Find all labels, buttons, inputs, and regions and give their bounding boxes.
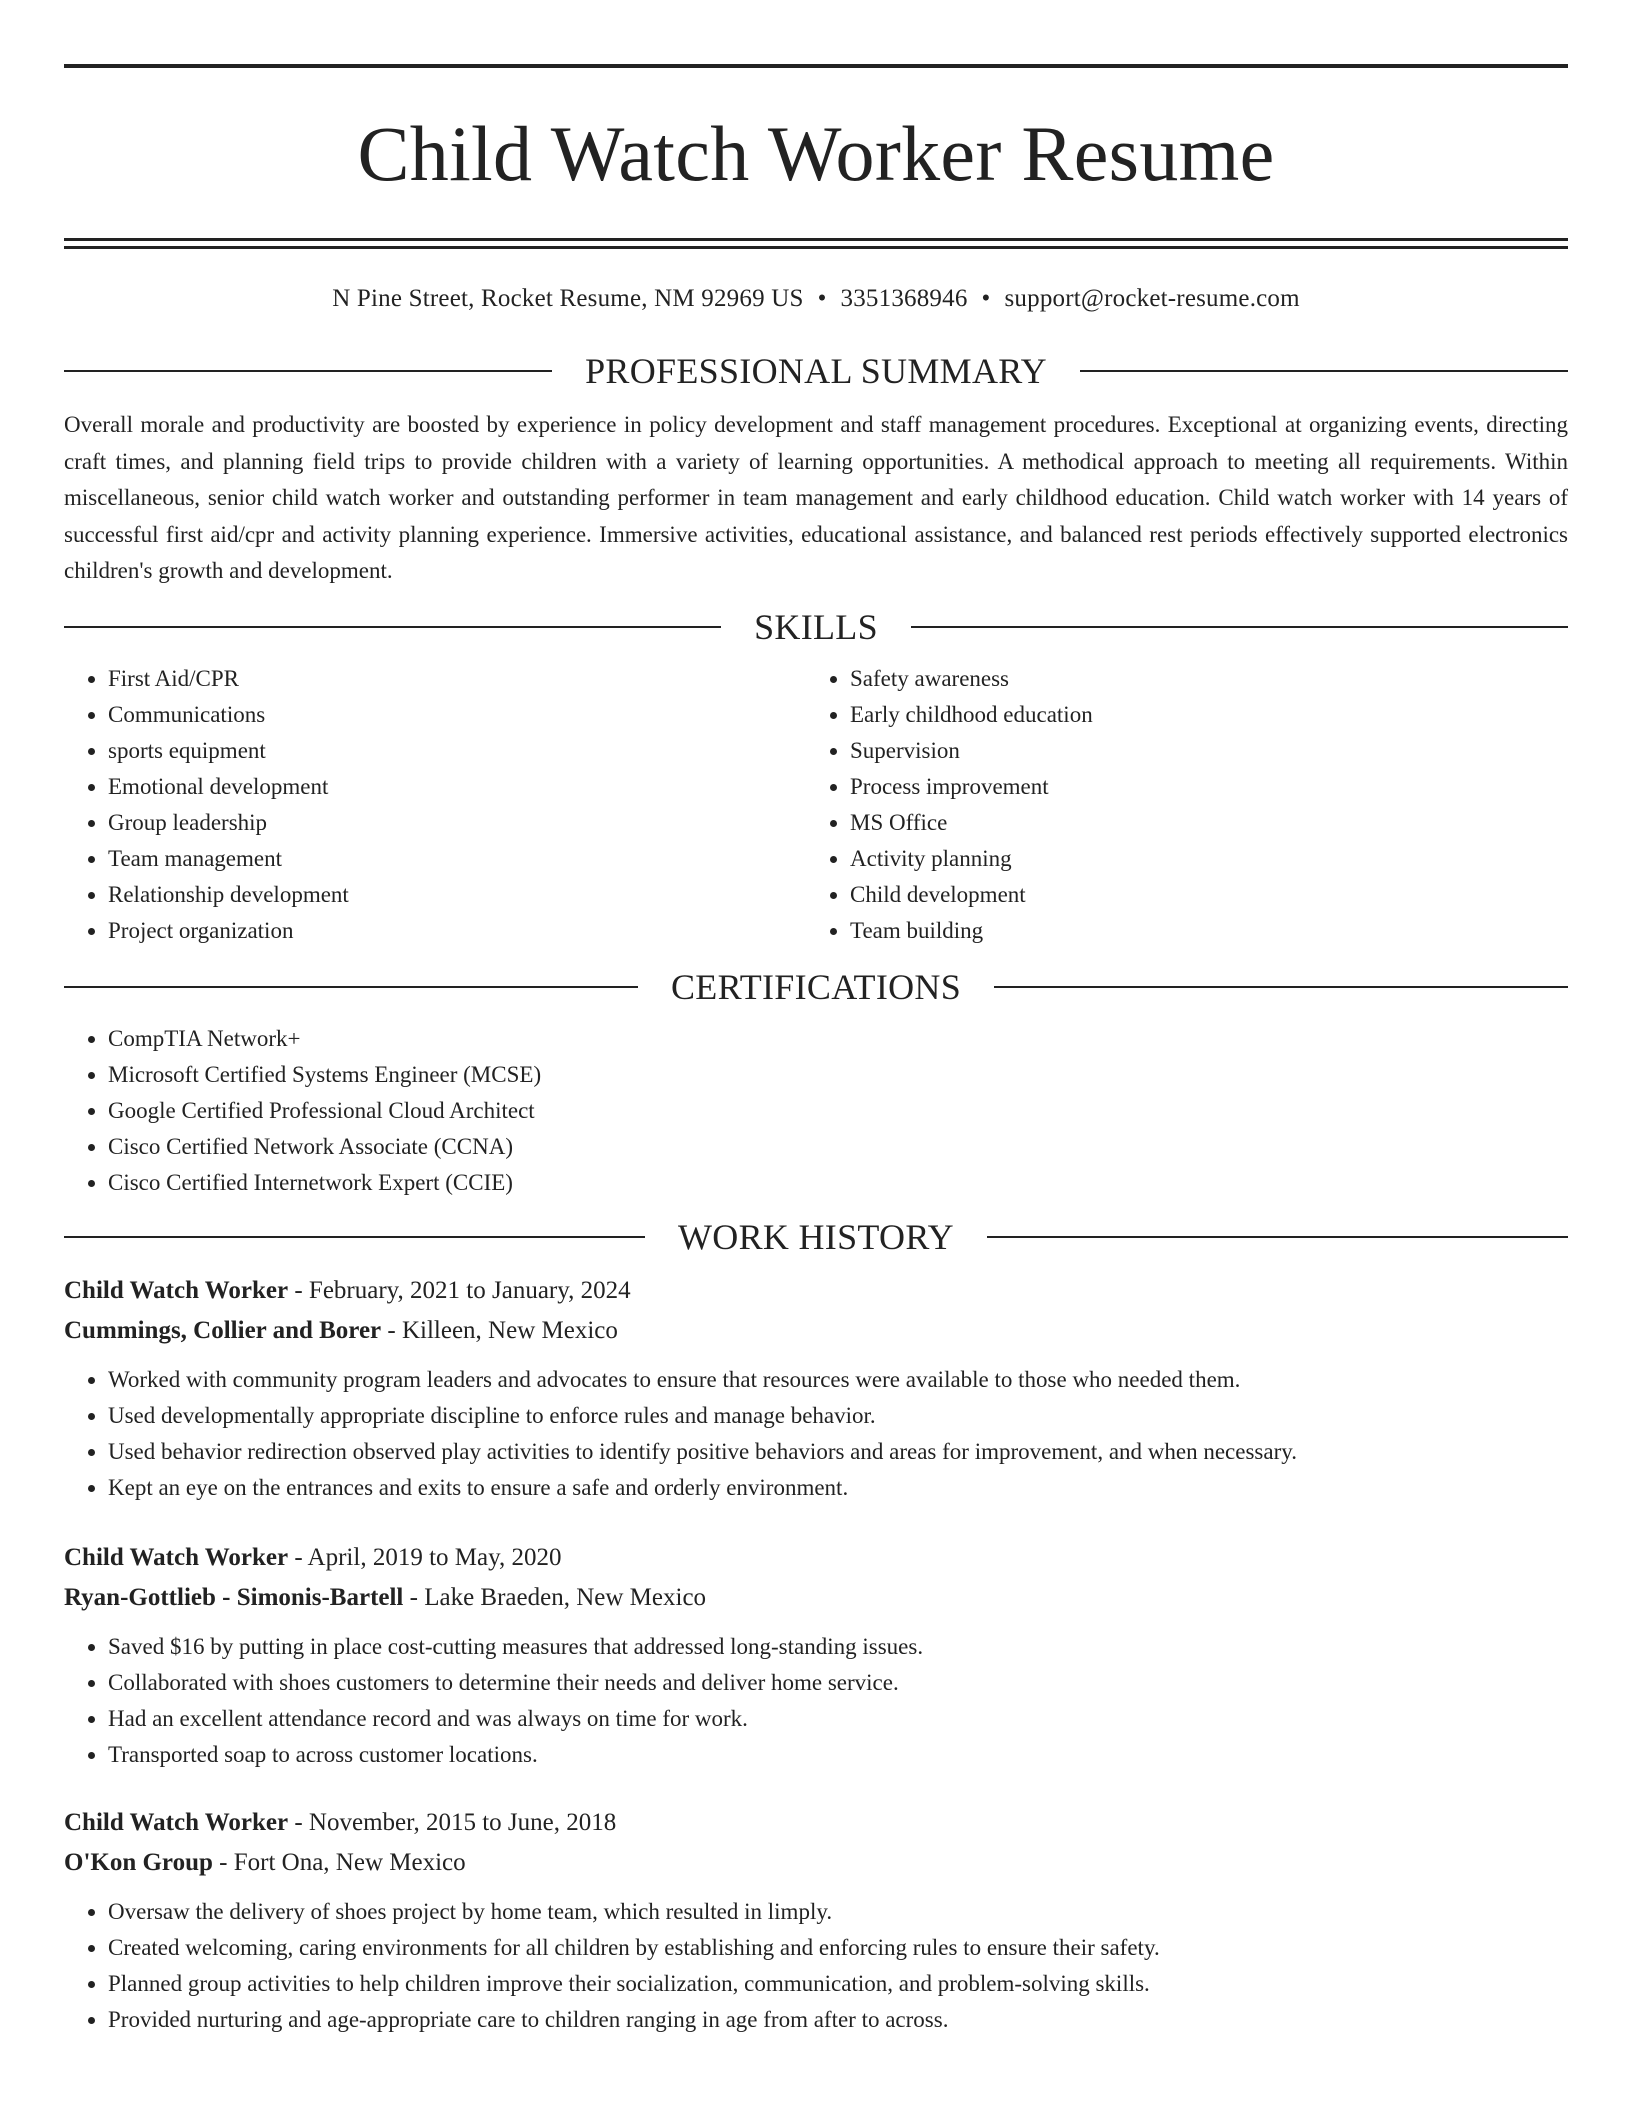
job-bullet: • Worked with community program leaders and advocates to ensure that resources were available to those who needed them.	[108, 1362, 1568, 1398]
summary-text: Overall morale and productivity are boosted by experience in policy development and staff management procedures. Exceptional at organizing events, directing craft times, and planning field trips to provide children with a variety of learning opportunities. A methodical approach to meeting all requirements. Within miscellaneous, senior child watch worker and outstanding performer in team management and early childhood education. Child watch worker with 14 years of successful first aid/cpr and activity planning experience. Immersive activities, educational assistance, and balanced rest periods effectively supported electronics children's growth and development.	[64, 412, 1568, 583]
job-entry	[64, 1803, 1568, 2038]
title-double-rule	[64, 238, 1568, 249]
heading-rule-left	[64, 626, 721, 628]
skill-item: • Child development	[850, 877, 1550, 913]
job-entry	[64, 1538, 1568, 1773]
certification-item: • Cisco Certified Network Associate (CCNA)	[108, 1129, 1568, 1165]
contact-address: N Pine Street, Rocket Resume, NM 92969 US	[332, 285, 804, 312]
job-bullet: • Used developmentally appropriate discipline to enforce rules and manage behavior.	[108, 1398, 1568, 1434]
skills-columns	[64, 661, 1568, 949]
heading-rule-right	[911, 626, 1568, 628]
skill-item: • Team building	[850, 913, 1550, 949]
skill-item: • Communications	[108, 697, 806, 733]
job-location: - Lake Braeden, New Mexico	[403, 1583, 707, 1611]
certifications-list	[64, 1021, 1568, 1201]
job-title: Child Watch Worker	[64, 1543, 289, 1571]
resume-title: Child Watch Worker Resume	[357, 110, 1275, 197]
job-bullet: • Kept an eye on the entrances and exits to ensure a safe and orderly environment.	[108, 1470, 1568, 1506]
skill-item: • Emotional development	[108, 769, 806, 805]
job-bullets	[64, 1894, 1568, 2038]
certifications-heading-label: CERTIFICATIONS	[670, 966, 962, 1007]
contact-separator: •	[981, 285, 991, 312]
skill-item: • Activity planning	[850, 841, 1550, 877]
skill-item: • MS Office	[850, 805, 1550, 841]
skill-item: • First Aid/CPR	[108, 661, 806, 697]
job-title: Child Watch Worker	[64, 1276, 289, 1304]
job-company: Ryan-Gottlieb - Simonis-Bartell	[64, 1583, 404, 1611]
work-section-heading	[64, 1215, 1568, 1259]
contact-line	[64, 283, 1568, 315]
job-bullet: • Planned group activities to help children improve their socialization, communication, and problem-solving skills.	[108, 1966, 1568, 2002]
job-bullet: • Created welcoming, caring environments for all children by establishing and enforcing rules to ensure their safety.	[108, 1930, 1568, 1966]
job-bullet: • Used behavior redirection observed play activities to identify positive behaviors and areas for improvement, and when necessary.	[108, 1434, 1568, 1470]
job-title: Child Watch Worker	[64, 1808, 289, 1836]
job-company: Cummings, Collier and Borer	[64, 1316, 382, 1344]
contact-separator: •	[817, 285, 827, 312]
job-bullet: • Oversaw the delivery of shoes project by home team, which resulted in limply.	[108, 1894, 1568, 1930]
heading-rule-left	[64, 986, 638, 988]
summary-heading-label: PROFESSIONAL SUMMARY	[585, 351, 1047, 391]
job-dates: - February, 2021 to January, 2024	[288, 1276, 631, 1304]
job-company: O'Kon Group	[64, 1848, 213, 1876]
job-location: - Fort Ona, New Mexico	[212, 1848, 466, 1876]
skill-item: • Group leadership	[108, 805, 806, 841]
job-title-line	[64, 1538, 1568, 1578]
job-bullets	[64, 1629, 1568, 1773]
skill-item: • sports equipment	[108, 733, 806, 769]
job-title-line	[64, 1271, 1568, 1311]
job-bullet: • Saved $16 by putting in place cost-cutting measures that addressed long-standing issues.	[108, 1629, 1568, 1665]
skill-item: • Process improvement	[850, 769, 1550, 805]
job-company-line	[64, 1311, 1568, 1351]
job-location: - Killeen, New Mexico	[381, 1316, 618, 1344]
job-bullet: • Provided nurturing and age-appropriate care to children ranging in age from after to across.	[108, 2002, 1568, 2038]
job-bullet: • Collaborated with shoes customers to determine their needs and deliver home service.	[108, 1665, 1568, 1701]
job-entry	[64, 1271, 1568, 1506]
work-heading-label: WORK HISTORY	[678, 1216, 954, 1257]
certification-item: • Microsoft Certified Systems Engineer (MCSE)	[108, 1057, 1568, 1093]
contact-email: support@rocket-resume.com	[1004, 285, 1300, 312]
skills-heading-label: SKILLS	[754, 606, 878, 647]
contact-phone: 3351368946	[840, 285, 968, 312]
job-dates: - November, 2015 to June, 2018	[288, 1808, 617, 1836]
heading-rule-left	[64, 370, 552, 372]
certification-item: • Cisco Certified Internetwork Expert (CCIE)	[108, 1165, 1568, 1201]
certifications-section-heading	[64, 965, 1568, 1009]
skill-item: • Supervision	[850, 733, 1550, 769]
job-company-line	[64, 1843, 1568, 1883]
top-rule	[64, 64, 1568, 68]
heading-rule-right	[987, 1236, 1568, 1238]
heading-rule-left	[64, 1236, 645, 1238]
job-dates: - April, 2019 to May, 2020	[288, 1543, 562, 1571]
certification-item: • CompTIA Network+	[108, 1021, 1568, 1057]
job-bullets	[64, 1362, 1568, 1506]
summary-section-heading	[64, 349, 1568, 393]
job-bullet: • Transported soap to across customer locations.	[108, 1737, 1568, 1773]
skills-section-heading	[64, 605, 1568, 649]
skill-item: • Team management	[108, 841, 806, 877]
skill-item: • Early childhood education	[850, 697, 1550, 733]
job-company-line	[64, 1578, 1568, 1618]
job-title-line	[64, 1803, 1568, 1843]
certification-item: • Google Certified Professional Cloud Architect	[108, 1093, 1568, 1129]
heading-rule-right	[1080, 370, 1568, 372]
skill-item: • Relationship development	[108, 877, 806, 913]
heading-rule-right	[994, 986, 1568, 988]
skill-item: • Safety awareness	[850, 661, 1550, 697]
skills-list-right	[806, 661, 1550, 949]
job-bullet: • Had an excellent attendance record and was always on time for work.	[108, 1701, 1568, 1737]
skills-list-left	[64, 661, 806, 949]
skill-item: • Project organization	[108, 913, 806, 949]
